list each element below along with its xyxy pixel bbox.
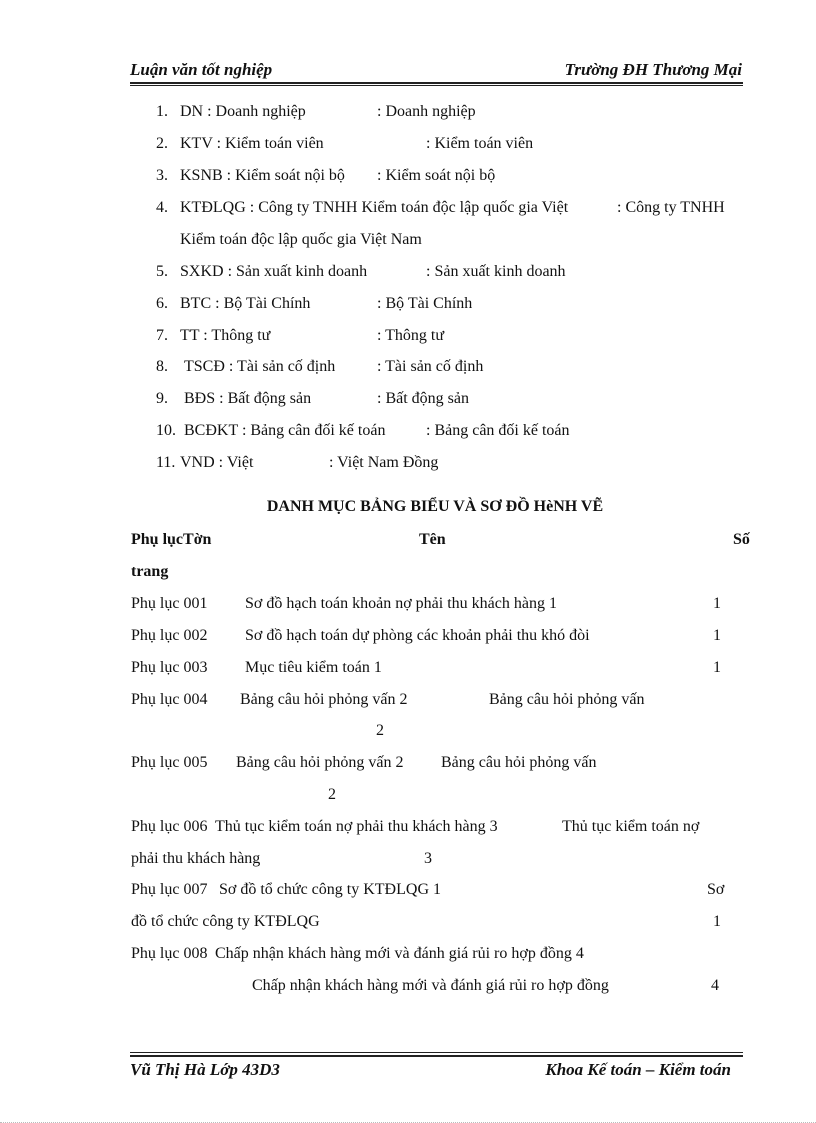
list-item-meaning: : Kiểm toán viên — [426, 135, 534, 152]
list-item-meaning: : Thông tư — [377, 327, 445, 344]
appendix-name-repeat: Bảng câu hỏi phỏng vấn — [489, 691, 645, 708]
list-item-num: 8. — [156, 358, 168, 375]
footer-rule-thin — [130, 1052, 743, 1053]
list-item-num: 6. — [156, 295, 168, 312]
header-rule — [130, 82, 743, 84]
appendix-name: Thủ tục kiểm toán nợ phải thu khách hàng 3 — [215, 818, 498, 835]
appendix-page: 2 — [328, 786, 336, 803]
list-item-num: 10. — [156, 422, 176, 439]
list-item-meaning: : Kiểm soát nội bộ — [377, 167, 496, 184]
list-item-num: 2. — [156, 135, 168, 152]
appendix-name: Bảng câu hỏi phỏng vấn 2 — [240, 691, 408, 708]
appendix-name: Bảng câu hỏi phỏng vấn 2 — [236, 754, 404, 771]
list-item-meaning: : Sản xuất kinh doanh — [426, 263, 566, 280]
list-item-abbr: TT : Thông tư — [180, 327, 271, 344]
list-item-num: 5. — [156, 263, 168, 280]
appendix-name-repeat: Sơ — [707, 881, 725, 898]
appendix-name-repeat-cont: phải thu khách hàng — [131, 850, 261, 867]
list-item-abbr: DN : Doanh nghiệp — [180, 103, 306, 120]
section-title: DANH MỤC BẢNG BIỂU VÀ SƠ ĐỒ HèNH VẼ — [266, 498, 604, 515]
list-item-abbr: BCĐKT : Bảng cân đối kế toán — [184, 422, 386, 439]
appendix-name-repeat: Thủ tục kiểm toán nợ — [562, 818, 700, 835]
appendix-name-repeat-cont: đồ tổ chức công ty KTĐLQG — [131, 913, 320, 930]
list-item-num: 9. — [156, 390, 168, 407]
list-item-abbr: VND : Việt — [180, 454, 254, 471]
appendix-id: Phụ lục 006 — [131, 818, 208, 835]
list-item-meaning: : Việt Nam Đồng — [329, 454, 439, 471]
footer-left: Vũ Thị Hà Lớp 43D3 — [130, 1060, 280, 1079]
appendix-name: Mục tiêu kiểm toán 1 — [245, 659, 382, 676]
list-item-meaning: : Bất động sản — [377, 390, 469, 407]
appendix-id: Phụ lục 004 — [131, 691, 208, 708]
list-item-meaning: : Công ty TNHH — [617, 199, 725, 216]
column-header-appendix: Phụ lụcTờn — [131, 531, 212, 548]
appendix-page: 1 — [713, 595, 721, 612]
list-item-abbr: KTĐLQG : Công ty TNHH Kiểm toán độc lập quốc gia Việt — [180, 199, 569, 216]
header-rule-thin — [130, 85, 743, 86]
list-item-abbr: KSNB : Kiểm soát nội bộ — [180, 167, 345, 184]
list-item-abbr: KTV : Kiểm toán viên — [180, 135, 324, 152]
appendix-id: Phụ lục 008 — [131, 945, 208, 962]
list-item-meaning: : Bộ Tài Chính — [377, 295, 473, 312]
appendix-page: 3 — [424, 850, 432, 867]
appendix-name-repeat: Bảng câu hỏi phỏng vấn — [441, 754, 597, 771]
appendix-page: 4 — [711, 977, 719, 994]
list-item-meaning: : Bảng cân đối kế toán — [426, 422, 570, 439]
list-item-num: 4. — [156, 199, 168, 216]
column-header-name: Tên — [419, 531, 446, 548]
header-right: Trường ĐH Thương Mại — [564, 60, 742, 79]
list-item-meaning: : Tài sản cố định — [377, 358, 484, 375]
appendix-id: Phụ lục 002 — [131, 627, 208, 644]
appendix-name: Chấp nhận khách hàng mới và đánh giá rủi ro hợp đồng 4 — [215, 945, 584, 962]
list-item-abbr: TSCĐ : Tài sản cố định — [184, 358, 336, 375]
appendix-name: Sơ đồ hạch toán dự phòng các khoản phải thu khó đòi — [245, 627, 590, 644]
list-item-meaning: : Doanh nghiệp — [377, 103, 476, 120]
appendix-page: 1 — [713, 659, 721, 676]
appendix-name: Sơ đồ hạch toán khoản nợ phải thu khách hàng 1 — [245, 595, 557, 612]
appendix-page: 2 — [376, 722, 384, 739]
appendix-page: 1 — [713, 627, 721, 644]
list-item-num: 1. — [156, 103, 168, 120]
appendix-name: Sơ đồ tổ chức công ty KTĐLQG 1 — [219, 881, 441, 898]
list-item-num: 7. — [156, 327, 168, 344]
list-item-abbr: BĐS : Bất động sản — [184, 390, 312, 407]
appendix-name-repeat: Chấp nhận khách hàng mới và đánh giá rủi ro hợp đồng — [252, 977, 609, 994]
appendix-id: Phụ lục 001 — [131, 595, 208, 612]
header-left: Luận văn tốt nghiệp — [130, 60, 273, 79]
appendix-id: Phụ lục 007 — [131, 881, 208, 898]
footer-right: Khoa Kế toán – Kiểm toán — [545, 1060, 731, 1079]
list-item-abbr: BTC : Bộ Tài Chính — [180, 295, 311, 312]
list-item-num: 11. — [156, 454, 176, 471]
appendix-id: Phụ lục 005 — [131, 754, 208, 771]
footer-rule — [130, 1055, 743, 1057]
list-item-num: 3. — [156, 167, 168, 184]
appendix-page: 1 — [713, 913, 721, 930]
appendix-id: Phụ lục 003 — [131, 659, 208, 676]
list-item-abbr: SXKD : Sản xuất kinh doanh — [180, 263, 368, 280]
column-header-page-cont: trang — [131, 563, 169, 580]
list-item-cont: Kiểm toán độc lập quốc gia Việt Nam — [180, 231, 422, 248]
column-header-page: Số — [733, 531, 750, 548]
